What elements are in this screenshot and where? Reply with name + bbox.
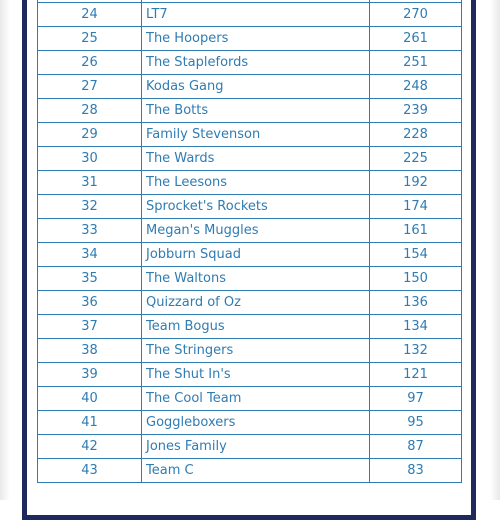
table-row	[38, 387, 462, 411]
score-cell: 239	[370, 99, 462, 123]
score-cell: 154	[370, 243, 462, 267]
score-cell: 174	[370, 195, 462, 219]
league-table-body	[38, 0, 462, 483]
team-name-cell: The Stringers	[142, 339, 370, 363]
team-name-cell: LT7	[142, 3, 370, 27]
league-table	[37, 0, 462, 483]
page-edge-right	[490, 0, 500, 500]
table-row	[38, 195, 462, 219]
rank-cell: 35	[38, 267, 142, 291]
table-row	[38, 315, 462, 339]
rank-cell: 36	[38, 291, 142, 315]
rank-cell: 41	[38, 411, 142, 435]
table-row	[38, 171, 462, 195]
rank-cell: 39	[38, 363, 142, 387]
team-name-cell: The Botts	[142, 99, 370, 123]
team-name-cell: Family Stevenson	[142, 123, 370, 147]
table-row	[38, 291, 462, 315]
score-cell: 121	[370, 363, 462, 387]
table-row	[38, 123, 462, 147]
rank-cell: 24	[38, 3, 142, 27]
team-name-cell: The Wards	[142, 147, 370, 171]
team-name-cell: Quizzard of Oz	[142, 291, 370, 315]
team-name-cell: Sprocket's Rockets	[142, 195, 370, 219]
score-cell: 150	[370, 267, 462, 291]
score-cell: 97	[370, 387, 462, 411]
rank-cell: 40	[38, 387, 142, 411]
score-cell: 192	[370, 171, 462, 195]
score-cell: 87	[370, 435, 462, 459]
table-row	[38, 243, 462, 267]
rank-cell: 28	[38, 99, 142, 123]
rank-cell: 25	[38, 27, 142, 51]
rank-cell: 34	[38, 243, 142, 267]
team-name-cell: Goggleboxers	[142, 411, 370, 435]
table-row	[38, 339, 462, 363]
rank-cell: 32	[38, 195, 142, 219]
score-cell: 228	[370, 123, 462, 147]
table-row	[38, 411, 462, 435]
team-name-cell: Megan's Muggles	[142, 219, 370, 243]
score-cell: 225	[370, 147, 462, 171]
table-row	[38, 27, 462, 51]
score-cell: 261	[370, 27, 462, 51]
rank-cell: 43	[38, 459, 142, 483]
table-row	[38, 3, 462, 27]
team-name-cell: Jones Family	[142, 435, 370, 459]
team-name-cell: Jobburn Squad	[142, 243, 370, 267]
rank-cell: 29	[38, 123, 142, 147]
page-edge-left	[0, 0, 10, 500]
table-row	[38, 267, 462, 291]
table-row	[38, 51, 462, 75]
table-row	[38, 435, 462, 459]
score-cell: 248	[370, 75, 462, 99]
rank-cell: 26	[38, 51, 142, 75]
team-name-cell: Kodas Gang	[142, 75, 370, 99]
team-name-cell: The Staplefords	[142, 51, 370, 75]
team-name-cell: The Cool Team	[142, 387, 370, 411]
score-cell: 136	[370, 291, 462, 315]
score-cell: 270	[370, 3, 462, 27]
team-name-cell: Team Bogus	[142, 315, 370, 339]
score-cell: 95	[370, 411, 462, 435]
rank-cell: 30	[38, 147, 142, 171]
team-name-cell: The Waltons	[142, 267, 370, 291]
table-row	[38, 459, 462, 483]
rank-cell: 37	[38, 315, 142, 339]
table-row	[38, 363, 462, 387]
rank-cell: 31	[38, 171, 142, 195]
team-name-cell: The Leesons	[142, 171, 370, 195]
team-name-cell: The Shut In's	[142, 363, 370, 387]
table-row	[38, 147, 462, 171]
score-cell: 161	[370, 219, 462, 243]
team-name-cell: Team C	[142, 459, 370, 483]
table-row	[38, 75, 462, 99]
rank-cell: 42	[38, 435, 142, 459]
score-cell: 251	[370, 51, 462, 75]
table-row	[38, 99, 462, 123]
table-row	[38, 219, 462, 243]
rank-cell: 27	[38, 75, 142, 99]
score-cell: 132	[370, 339, 462, 363]
score-cell: 134	[370, 315, 462, 339]
score-cell: 83	[370, 459, 462, 483]
team-name-cell: The Hoopers	[142, 27, 370, 51]
rank-cell: 38	[38, 339, 142, 363]
rank-cell: 33	[38, 219, 142, 243]
